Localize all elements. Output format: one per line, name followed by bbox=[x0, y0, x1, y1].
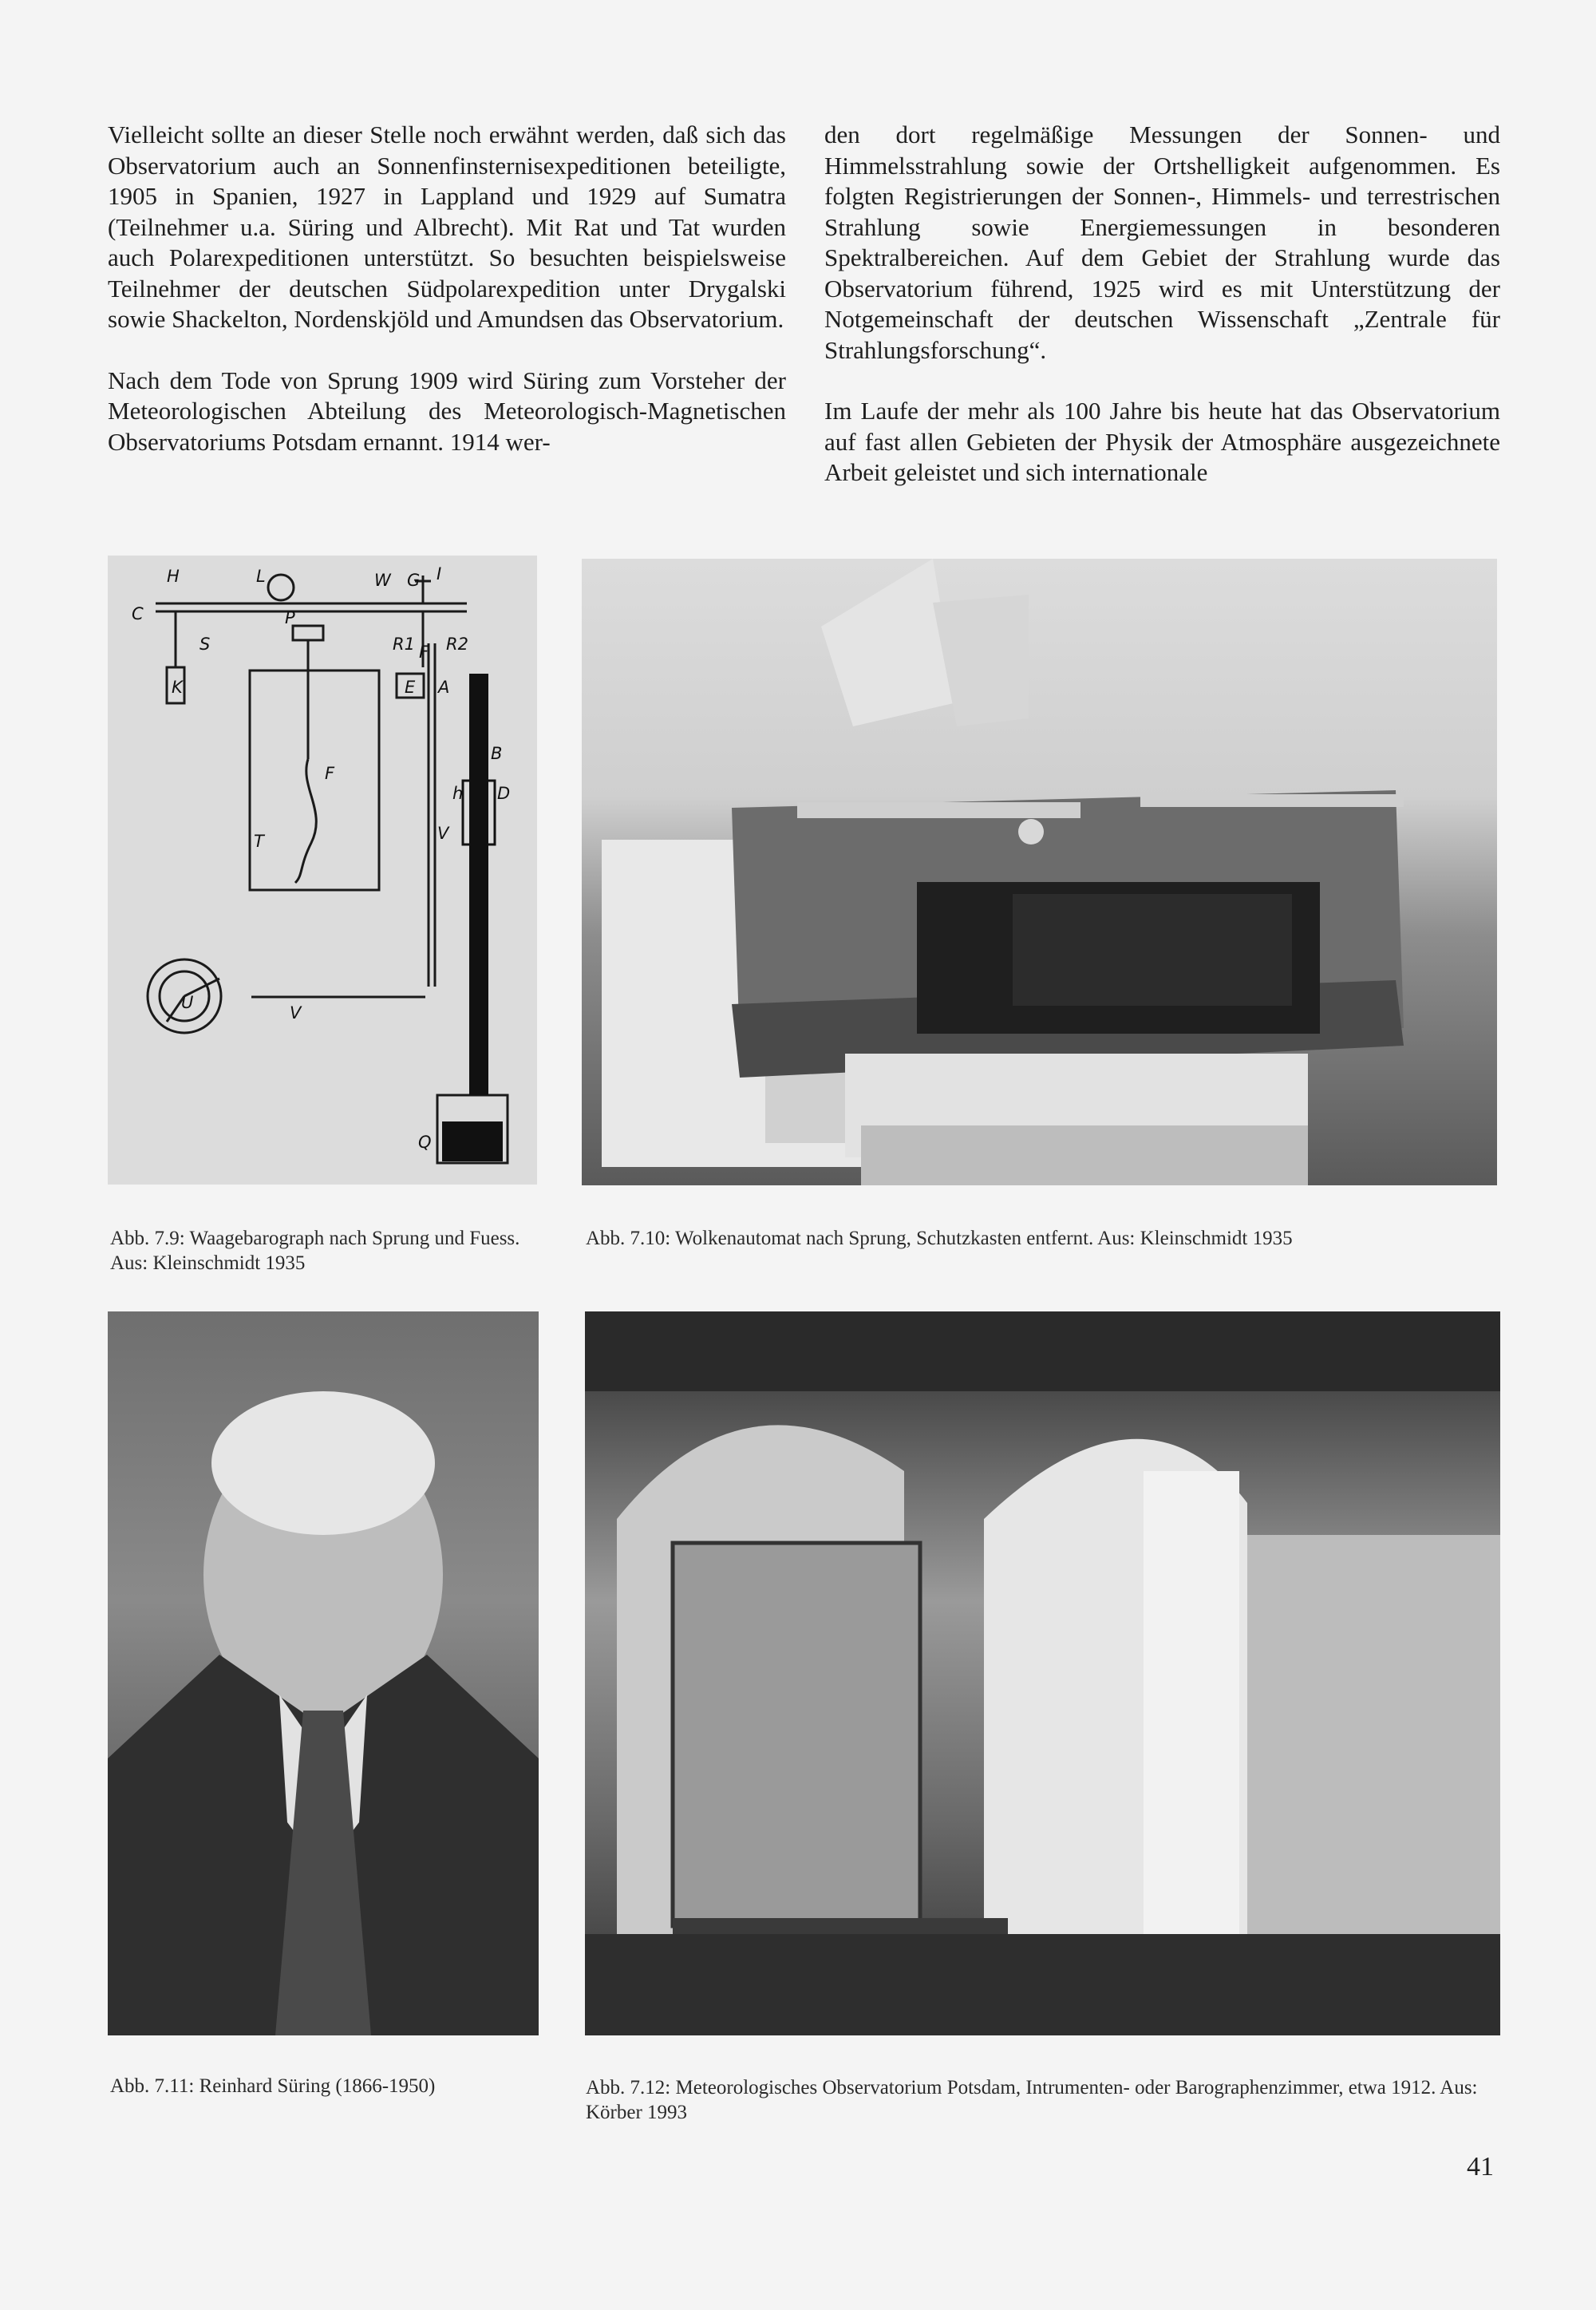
label-F: F bbox=[325, 764, 335, 783]
label-U: U bbox=[181, 993, 194, 1012]
text-column-right bbox=[824, 120, 1500, 519]
label-W: W bbox=[374, 571, 391, 590]
paragraph: den dort regelmäßige Messungen der Sonnen- und Himmelsstrahlung sowie der Ortshelligkeit aufgenommen. Es folgten Registrierungen der Sonnen-, Himmels- und terrestrischen Strahlung sowie Energiemessungen in besonderen Spektralbereichen. Auf dem Gebiet der Strahlung wurde das Observatorium führend, 1925 wird es mit Unterstützung der Notgemeinschaft der deutschen Wissenschaft „Zentrale für Strahlungsforschung“. bbox=[824, 121, 1500, 364]
label-V: V bbox=[437, 824, 449, 843]
label-H: H bbox=[167, 567, 180, 586]
label-R1: R1 bbox=[393, 635, 415, 654]
label-A: A bbox=[438, 678, 450, 697]
label-I: I bbox=[437, 564, 442, 583]
label-L: L bbox=[256, 567, 266, 586]
caption-fig-7-10: Abb. 7.10: Wolkenautomat nach Sprung, Schutzkasten entfernt. Aus: Kleinschmidt 1935 bbox=[586, 1228, 1293, 1249]
text-column-left bbox=[108, 120, 786, 488]
label-S: S bbox=[200, 635, 211, 654]
label-T: T bbox=[254, 832, 264, 851]
label-K: K bbox=[172, 678, 183, 697]
page-number: 41 bbox=[1467, 2152, 1494, 2181]
label-C: C bbox=[132, 604, 144, 623]
label-F-top: F bbox=[419, 643, 429, 662]
label-h: h bbox=[452, 784, 464, 803]
label-E: E bbox=[405, 678, 416, 697]
label-Q: Q bbox=[418, 1133, 432, 1152]
photo-portrait-suering bbox=[108, 1311, 539, 2035]
paragraph: Im Laufe der mehr als 100 Jahre bis heute hat das Observatorium auf fast allen Gebieten der Physik der Atmosphäre ausgezeichnete Arbeit geleistet und sich internationale bbox=[824, 397, 1500, 486]
diagram-waagebarograph bbox=[108, 556, 537, 1185]
caption-fig-7-12: Abb. 7.12: Meteorologisches Observatorium Potsdam, Intrumenten- oder Barographenzimmer, etwa 1912. Aus: Körber 1993 bbox=[586, 2077, 1478, 2123]
label-V2: V bbox=[290, 1003, 302, 1022]
photo-instrument-room bbox=[585, 1311, 1500, 2035]
label-P: P bbox=[285, 608, 295, 627]
caption-fig-7-9: Abb. 7.9: Waagebarograph nach Sprung und Fuess. Aus: Kleinschmidt 1935 bbox=[110, 1228, 520, 1274]
label-R2: R2 bbox=[446, 635, 468, 654]
label-G: G bbox=[407, 571, 421, 590]
label-B: B bbox=[491, 744, 503, 763]
label-D: D bbox=[497, 784, 511, 803]
paragraph: Nach dem Tode von Sprung 1909 wird Süring zum Vorsteher der Meteorologischen Abteilung des Meteorologisch-Magnetischen Observatoriums Potsdam ernannt. 1914 wer- bbox=[108, 366, 786, 456]
paragraph: Vielleicht sollte an dieser Stelle noch erwähnt werden, daß sich das Observatorium auch an Sonnenfinsternisexpeditionen beteiligte, 1905 in Spanien, 1927 in Lappland und 1929 auf Sumatra (Teilnehmer u.a. Süring und Albrecht). Mit Rat und Tat wurden auch Polarexpeditionen unterstützt. So besuchten beispielsweise Teilnehmer der deutschen Südpolarexpedition unter Drygalski sowie Shackelton, Nordenskjöld und Amundsen das Observatorium. bbox=[108, 121, 786, 333]
photo-cloud-automat bbox=[582, 559, 1497, 1185]
caption-fig-7-11: Abb. 7.11: Reinhard Süring (1866-1950) bbox=[110, 2075, 436, 2097]
